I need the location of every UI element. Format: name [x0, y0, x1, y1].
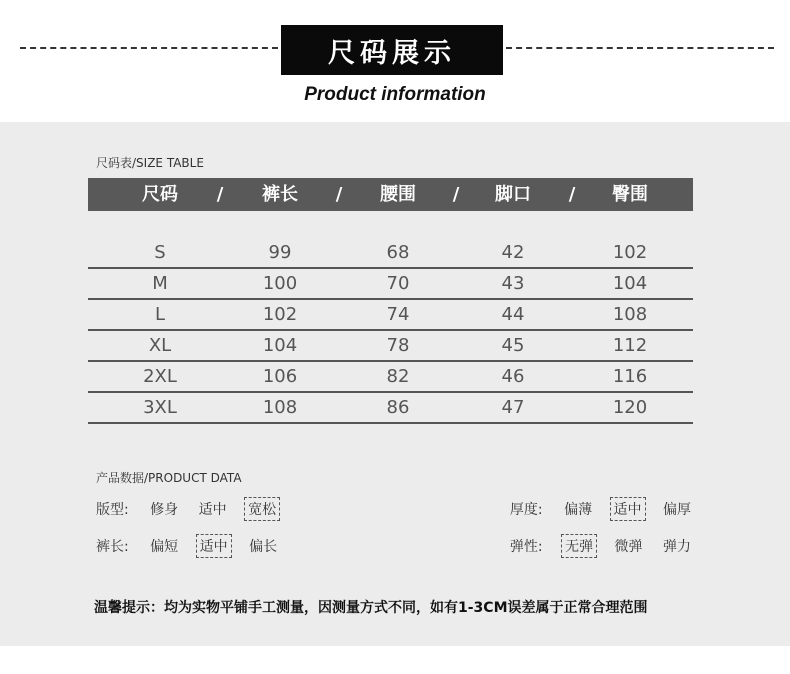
table-cell: L: [154, 304, 166, 325]
page-title-text: 尺码展示: [328, 37, 456, 69]
elasticity-attribute: [510, 534, 694, 558]
elasticity-option: 微弹: [614, 539, 643, 555]
fit-key: 版型:: [96, 502, 129, 518]
page-subtitle: Product information: [304, 84, 486, 105]
table-cell: 106: [262, 366, 298, 387]
table-cell: 82: [386, 366, 410, 387]
length-key: 裤长:: [96, 539, 129, 555]
table-cell: 43: [501, 273, 525, 294]
size-table-label: 尺码表/SIZE TABLE: [96, 156, 204, 170]
thickness-attribute: [510, 497, 694, 521]
thickness-option-selected: 适中: [610, 497, 646, 521]
table-row: [88, 269, 693, 300]
table-cell: 102: [262, 304, 298, 325]
header-separator: /: [335, 184, 343, 205]
table-cell: 112: [612, 335, 648, 356]
length-option-selected: 适中: [196, 534, 232, 558]
thickness-option: 偏薄: [564, 502, 593, 518]
fit-option: 修身: [150, 502, 179, 518]
page-title: [281, 25, 503, 75]
title-divider-left: [20, 47, 278, 49]
table-cell: 78: [386, 335, 410, 356]
size-table-header: [88, 178, 693, 211]
table-row: [88, 238, 693, 269]
table-cell: 44: [501, 304, 525, 325]
table-cell: 108: [262, 397, 298, 418]
header-separator: /: [216, 184, 224, 205]
title-divider-right: [506, 47, 774, 49]
table-row: [88, 362, 693, 393]
table-row: [88, 331, 693, 362]
table-cell: 47: [501, 397, 525, 418]
table-cell: 45: [501, 335, 525, 356]
table-cell: 46: [501, 366, 525, 387]
elasticity-option: 弹力: [663, 539, 691, 555]
length-option: 偏长: [249, 539, 278, 555]
column-header: 臀围: [612, 184, 648, 205]
elasticity-key: 弹性:: [509, 539, 543, 555]
table-cell: 68: [386, 242, 410, 263]
table-cell: M: [152, 273, 168, 294]
table-cell: XL: [148, 335, 172, 356]
column-header: 脚口: [495, 184, 531, 205]
header-separator: /: [452, 184, 460, 205]
column-header: 尺码: [142, 184, 178, 205]
column-header: 裤长: [262, 184, 298, 205]
thickness-key: 厚度:: [509, 502, 543, 518]
column-header: 腰围: [380, 184, 416, 205]
table-cell: 3XL: [143, 397, 177, 418]
table-row: [88, 300, 693, 331]
table-cell: 100: [262, 273, 298, 294]
table-cell: 116: [612, 366, 648, 387]
info-panel: [0, 122, 790, 646]
thickness-option: 偏厚: [663, 502, 691, 518]
table-cell: 102: [612, 242, 648, 263]
product-data-label: 产品数据/PRODUCT DATA: [96, 471, 242, 485]
elasticity-option-selected: 无弹: [561, 534, 597, 558]
table-cell: S: [154, 242, 166, 263]
length-attribute: [96, 534, 280, 558]
table-cell: 86: [386, 397, 410, 418]
table-cell: 99: [268, 242, 292, 263]
length-option: 偏短: [150, 539, 179, 555]
table-row: [88, 393, 693, 424]
fit-option-selected: 宽松: [244, 497, 280, 521]
table-cell: 120: [612, 397, 648, 418]
table-cell: 2XL: [143, 366, 177, 387]
table-cell: 108: [612, 304, 648, 325]
fit-attribute: [96, 497, 280, 521]
measurement-notice: 温馨提示：均为实物平铺手工测量，因测量方式不同，如有1-3CM误差属于正常合理范围: [94, 600, 648, 616]
table-cell: 104: [612, 273, 648, 294]
table-cell: 42: [501, 242, 525, 263]
table-cell: 70: [386, 273, 410, 294]
table-cell: 74: [386, 304, 410, 325]
header-separator: /: [568, 184, 576, 205]
fit-option: 适中: [198, 502, 227, 518]
table-cell: 104: [262, 335, 298, 356]
size-table-body: [88, 238, 693, 424]
